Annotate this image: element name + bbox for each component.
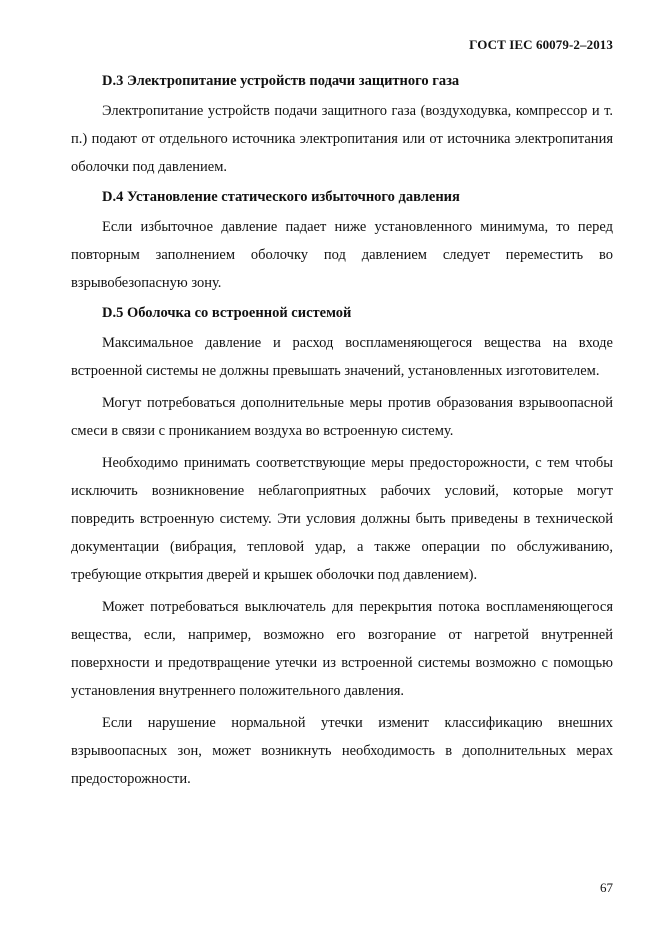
page-content	[71, 69, 613, 797]
section-heading: D.3 Электропитание устройств подачи защитного газа	[102, 73, 460, 89]
paragraph: Может потребоваться выключатель для перекрытия потока воспламеняющегося вещества, если, например, возможно его возгорание от нагретой внутренней поверхности и предотвращение утечки из встроенной системы возможно с помощью установления внутреннего положительного давления.	[71, 599, 613, 699]
paragraph: Могут потребоваться дополнительные меры против образования взрывоопасной смеси в связи с прониканием воздуха во встроенную систему.	[71, 395, 613, 439]
page-number: 67	[600, 880, 613, 895]
section-heading: D.5 Оболочка со встроенной системой	[102, 305, 352, 321]
paragraph: Электропитание устройств подачи защитного газа (воздуходувка, компрессор и т. п.) подают от отдельного источника электропитания или от источника электропитания оболочки под давлением.	[71, 103, 613, 175]
document-code: ГОСТ IEC 60079-2–2013	[469, 37, 613, 52]
section-d4	[71, 185, 613, 297]
section-d3	[71, 69, 613, 181]
paragraph: Необходимо принимать соответствующие меры предосторожности, с тем чтобы исключить возникновение неблагоприятных рабочих условий, которые могут повредить встроенную систему. Эти условия должны быть приведены в технической документации (вибрация, тепловой удар, а также операции по обслуживанию, требующие открытия дверей и крышек оболочки под давлением).	[71, 455, 613, 583]
paragraph: Если избыточное давление падает ниже установленного минимума, то перед повторным заполнением оболочку под давлением следует переместить во взрывобезопасную зону.	[71, 219, 613, 291]
section-heading: D.4 Установление статического избыточного давления	[102, 189, 460, 205]
paragraph: Если нарушение нормальной утечки изменит классификацию внешних взрывоопасных зон, может возникнуть необходимость в дополнительных мерах предосторожности.	[71, 715, 613, 787]
section-d5	[71, 301, 613, 793]
paragraph: Максимальное давление и расход воспламеняющегося вещества на входе встроенной системы не должны превышать значений, установленных изготовителем.	[71, 335, 613, 379]
